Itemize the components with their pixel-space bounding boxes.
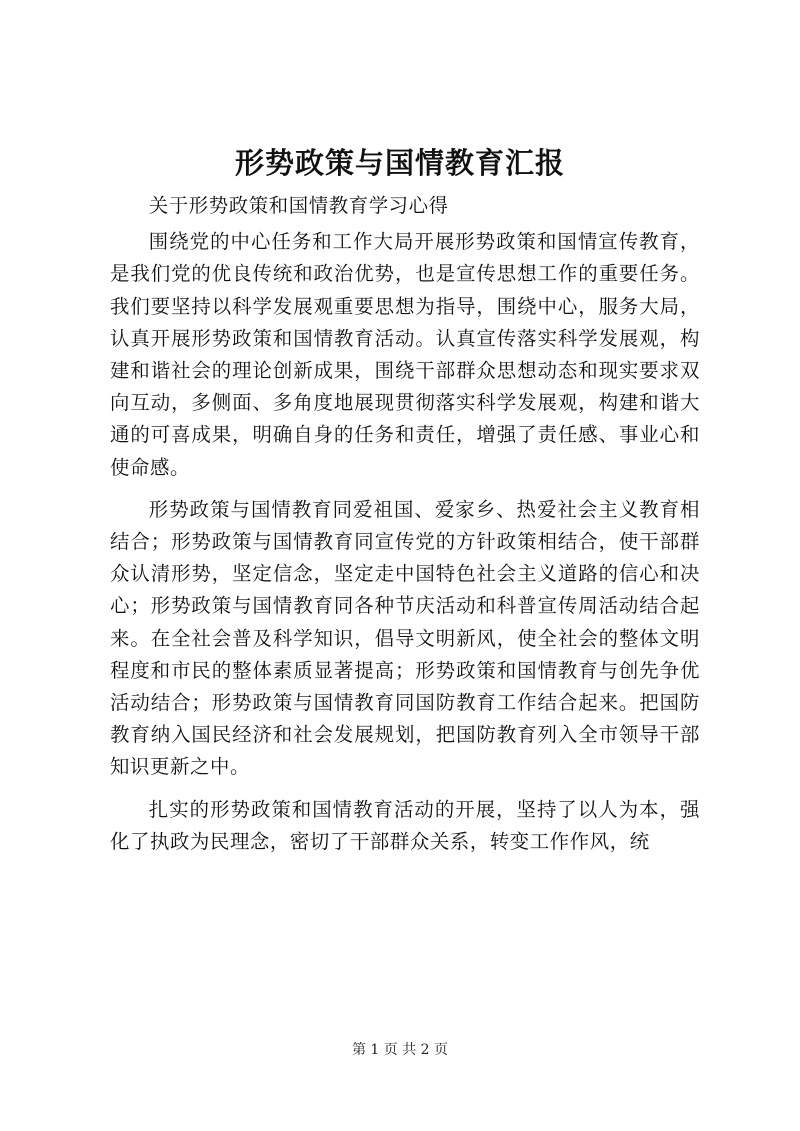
paragraph-2: 形势政策与国情教育同爱祖国、爱家乡、热爱社会主义教育相结合；形势政策与国情教育同宣传党的方针政策相结合，使干部群众认清形势，坚定信念，坚定走中国特色社会主义道路的信心和决心；形势政策与国情教育同各种节庆活动和科普宣传周活动结合起来。在全社会普及科学知识，倡导文明新风，使全社会的整体文明程度和市民的整体素质显著提高；形势政策和国情教育与创先争优活动结合；形势政策与国情教育同国防教育工作结合起来。把国防教育纳入国民经济和社会发展规划，把国防教育列入全市领导干部知识更新之中。 (110, 497, 700, 779)
paragraph-1: 围绕党的中心任务和工作大局开展形势政策和国情宣传教育，是我们党的优良传统和政治优势，也是宣传思想工作的重要任务。我们要坚持以科学发展观重要思想为指导，围绕中心，服务大局，认真开展形势政策和国情教育活动。认真宣传落实科学发展观，构建和谐社会的理论创新成果，围绕干部群众思想动态和现实要求双向互动，多侧面、多角度地展现贯彻落实科学发展观，构建和谐大通的可喜成果，明确自身的任务和责任，增强了责任感、事业心和使命感。 (110, 230, 700, 479)
document-title: 形势政策与国情教育汇报 (234, 146, 565, 180)
document-subtitle: 关于形势政策和国情教育学习心得 (148, 194, 449, 217)
page-footer: 第 1 页 共 2 页 (351, 1042, 449, 1058)
paragraph-3: 扎实的形势政策和国情教育活动的开展，坚持了以人为本，强化了执政为民理念，密切了干部群众关系，转变工作作风，统 (110, 797, 700, 853)
document-body (110, 190, 700, 858)
